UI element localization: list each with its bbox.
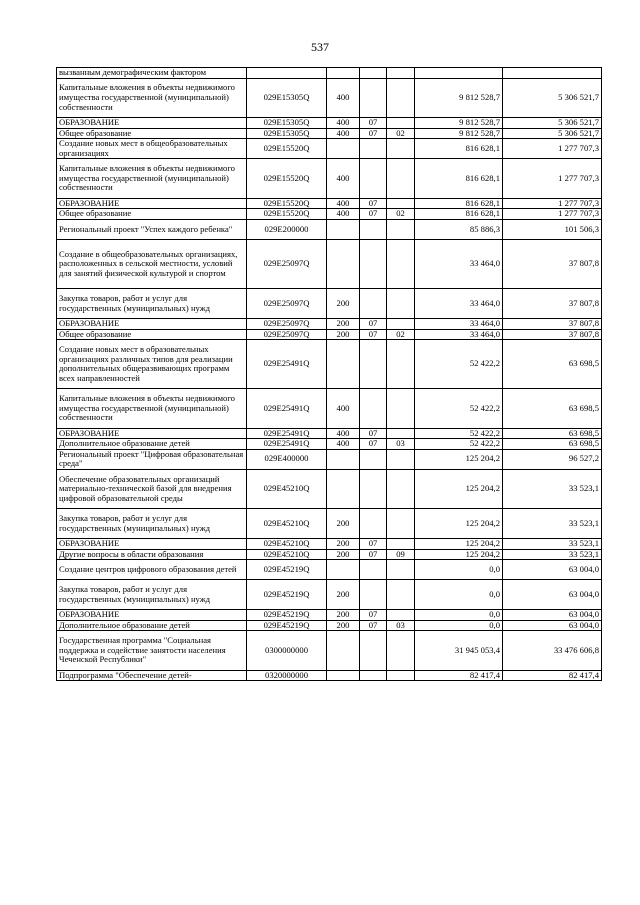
row-code-cell: 029E45210Q [247, 509, 327, 539]
row-name-cell: Создание новых мест в общеобразовательных организациях [57, 139, 247, 159]
row-amount-2-cell: 63 004,0 [503, 560, 602, 580]
row-amount-1-cell: 125 204,2 [415, 449, 503, 469]
row-expense-type-cell: 200 [327, 620, 360, 631]
row-expense-type-cell: 200 [327, 509, 360, 539]
row-name-cell: Капитальные вложения в объекты недвижимого имущества государственной (муниципальной) собственности [57, 78, 247, 117]
row-subsection-cell [387, 139, 415, 159]
row-code-cell: 029E45210Q [247, 469, 327, 508]
row-section-cell: 07 [360, 539, 387, 550]
row-amount-1-cell: 0,0 [415, 620, 503, 631]
row-amount-2-cell: 63 004,0 [503, 620, 602, 631]
row-amount-1-cell: 52 422,2 [415, 340, 503, 389]
row-amount-1-cell: 9 812 528,7 [415, 128, 503, 139]
row-section-cell: 07 [360, 428, 387, 439]
row-subsection-cell [387, 68, 415, 79]
row-subsection-cell [387, 449, 415, 469]
row-expense-type-cell: 200 [327, 610, 360, 621]
row-amount-2-cell: 63 004,0 [503, 580, 602, 610]
row-expense-type-cell [327, 631, 360, 670]
row-expense-type-cell: 400 [327, 439, 360, 450]
row-amount-1-cell: 125 204,2 [415, 509, 503, 539]
table-row [57, 469, 602, 508]
row-amount-1-cell: 816 628,1 [415, 159, 503, 198]
row-name-cell: Капитальные вложения в объекты недвижимого имущества государственной (муниципальной) собственности [57, 159, 247, 198]
table-row [57, 128, 602, 139]
row-amount-2-cell: 63 698,5 [503, 428, 602, 439]
row-code-cell: 029E15520Q [247, 159, 327, 198]
row-section-cell: 07 [360, 209, 387, 220]
table-row [57, 439, 602, 450]
row-name-cell: Создание новых мест в образовательных организациях различных типов для реализации дополнительных общеразвивающих программ всех направленностей [57, 340, 247, 389]
row-expense-type-cell [327, 560, 360, 580]
row-code-cell: 029E15520Q [247, 139, 327, 159]
row-amount-1-cell: 125 204,2 [415, 539, 503, 550]
row-name-cell: Региональный проект "Успех каждого ребенка" [57, 219, 247, 239]
row-expense-type-cell: 200 [327, 549, 360, 560]
row-code-cell: 029E45219Q [247, 580, 327, 610]
table-row [57, 549, 602, 560]
row-subsection-cell: 02 [387, 128, 415, 139]
row-section-cell: 07 [360, 117, 387, 128]
row-code-cell [247, 68, 327, 79]
row-expense-type-cell [327, 469, 360, 508]
row-section-cell [360, 631, 387, 670]
row-amount-1-cell: 52 422,2 [415, 439, 503, 450]
row-amount-2-cell: 1 277 707,3 [503, 209, 602, 220]
row-expense-type-cell: 400 [327, 198, 360, 209]
row-subsection-cell: 03 [387, 620, 415, 631]
row-name-cell: Другие вопросы в области образования [57, 549, 247, 560]
row-name-cell: Государственная программа "Социальная поддержка и содействие занятости населения Чеченской Республики" [57, 631, 247, 670]
row-section-cell: 07 [360, 610, 387, 621]
row-amount-2-cell: 1 277 707,3 [503, 159, 602, 198]
row-subsection-cell [387, 78, 415, 117]
row-subsection-cell [387, 340, 415, 389]
row-subsection-cell [387, 509, 415, 539]
table-row [57, 610, 602, 621]
row-amount-2-cell: 82 417,4 [503, 670, 602, 681]
row-code-cell: 029E25491Q [247, 389, 327, 428]
row-amount-2-cell: 1 277 707,3 [503, 139, 602, 159]
row-amount-2-cell: 33 523,1 [503, 549, 602, 560]
row-amount-1-cell: 0,0 [415, 610, 503, 621]
row-name-cell: Создание центров цифрового образования детей [57, 560, 247, 580]
row-amount-1-cell: 52 422,2 [415, 428, 503, 439]
row-subsection-cell [387, 240, 415, 289]
row-expense-type-cell: 200 [327, 289, 360, 319]
row-name-cell: ОБРАЗОВАНИЕ [57, 539, 247, 550]
row-expense-type-cell: 200 [327, 539, 360, 550]
table-row [57, 318, 602, 329]
row-subsection-cell [387, 289, 415, 319]
table-row [57, 68, 602, 79]
row-code-cell: 029E25097Q [247, 329, 327, 340]
row-amount-1-cell: 33 464,0 [415, 329, 503, 340]
table-row [57, 580, 602, 610]
row-code-cell: 029E15305Q [247, 128, 327, 139]
table-row [57, 139, 602, 159]
row-subsection-cell [387, 318, 415, 329]
row-expense-type-cell [327, 68, 360, 79]
row-name-cell: Общее образование [57, 209, 247, 220]
row-expense-type-cell [327, 340, 360, 389]
row-code-cell: 029E45219Q [247, 620, 327, 631]
row-expense-type-cell [327, 449, 360, 469]
row-code-cell: 029E15520Q [247, 198, 327, 209]
row-amount-2-cell: 1 277 707,3 [503, 198, 602, 209]
row-section-cell: 07 [360, 318, 387, 329]
row-subsection-cell [387, 631, 415, 670]
row-name-cell: Подпрограмма "Обеспечение детей- [57, 670, 247, 681]
row-subsection-cell [387, 580, 415, 610]
row-name-cell: Закупка товаров, работ и услуг для государственных (муниципальных) нужд [57, 580, 247, 610]
row-amount-1-cell: 82 417,4 [415, 670, 503, 681]
row-amount-2-cell: 5 306 521,7 [503, 128, 602, 139]
row-section-cell [360, 469, 387, 508]
row-section-cell: 07 [360, 549, 387, 560]
table-row [57, 198, 602, 209]
row-section-cell: 07 [360, 329, 387, 340]
row-name-cell: Капитальные вложения в объекты недвижимого имущества государственной (муниципальной) собственности [57, 389, 247, 428]
row-section-cell: 07 [360, 128, 387, 139]
row-amount-2-cell: 37 807,8 [503, 289, 602, 319]
page-number: 537 [311, 40, 329, 54]
row-section-cell: 07 [360, 439, 387, 450]
row-amount-1-cell: 816 628,1 [415, 139, 503, 159]
row-section-cell [360, 340, 387, 389]
row-amount-1-cell: 31 945 053,4 [415, 631, 503, 670]
row-amount-1-cell [415, 68, 503, 79]
row-amount-1-cell: 33 464,0 [415, 289, 503, 319]
row-code-cell: 029E25491Q [247, 428, 327, 439]
row-amount-2-cell: 33 523,1 [503, 539, 602, 550]
row-subsection-cell: 02 [387, 329, 415, 340]
row-section-cell [360, 289, 387, 319]
table-row [57, 117, 602, 128]
row-name-cell: ОБРАЗОВАНИЕ [57, 318, 247, 329]
row-expense-type-cell [327, 240, 360, 289]
row-amount-2-cell: 5 306 521,7 [503, 78, 602, 117]
row-amount-2-cell: 63 698,5 [503, 340, 602, 389]
row-amount-1-cell: 125 204,2 [415, 469, 503, 508]
table-row [57, 620, 602, 631]
row-section-cell [360, 159, 387, 198]
row-amount-1-cell: 816 628,1 [415, 198, 503, 209]
row-name-cell: вызванным демографическим фактором [57, 68, 247, 79]
row-code-cell: 029E45210Q [247, 549, 327, 560]
row-subsection-cell: 09 [387, 549, 415, 560]
row-expense-type-cell: 200 [327, 329, 360, 340]
row-subsection-cell [387, 469, 415, 508]
row-name-cell: Обеспечение образовательных организаций материально-технической базой для внедрения цифровой образовательной среды [57, 469, 247, 508]
row-amount-1-cell: 125 204,2 [415, 549, 503, 560]
table-row [57, 560, 602, 580]
row-section-cell [360, 240, 387, 289]
table-row [57, 539, 602, 550]
table-row [57, 289, 602, 319]
row-amount-1-cell: 0,0 [415, 580, 503, 610]
row-section-cell [360, 560, 387, 580]
row-subsection-cell [387, 560, 415, 580]
row-amount-1-cell: 9 812 528,7 [415, 78, 503, 117]
table-row [57, 509, 602, 539]
row-name-cell: Дополнительное образование детей [57, 439, 247, 450]
row-name-cell: Общее образование [57, 128, 247, 139]
row-subsection-cell [387, 539, 415, 550]
row-code-cell: 029E15305Q [247, 117, 327, 128]
row-subsection-cell [387, 610, 415, 621]
row-code-cell: 029E45219Q [247, 610, 327, 621]
row-amount-2-cell: 33 523,1 [503, 509, 602, 539]
row-expense-type-cell: 400 [327, 159, 360, 198]
row-code-cell: 029E400000 [247, 449, 327, 469]
row-section-cell [360, 68, 387, 79]
row-amount-2-cell: 37 807,8 [503, 318, 602, 329]
row-section-cell: 07 [360, 620, 387, 631]
row-amount-1-cell: 33 464,0 [415, 318, 503, 329]
row-name-cell: ОБРАЗОВАНИЕ [57, 610, 247, 621]
row-amount-2-cell: 63 698,5 [503, 439, 602, 450]
row-expense-type-cell: 400 [327, 428, 360, 439]
row-code-cell: 0320000000 [247, 670, 327, 681]
row-amount-2-cell: 33 476 606,8 [503, 631, 602, 670]
row-subsection-cell [387, 389, 415, 428]
budget-table [56, 67, 602, 681]
table-row [57, 329, 602, 340]
row-subsection-cell: 02 [387, 209, 415, 220]
table-row [57, 449, 602, 469]
table-row [57, 340, 602, 389]
row-expense-type-cell: 400 [327, 117, 360, 128]
row-subsection-cell [387, 670, 415, 681]
table-row [57, 209, 602, 220]
row-name-cell: ОБРАЗОВАНИЕ [57, 117, 247, 128]
row-expense-type-cell: 400 [327, 78, 360, 117]
row-amount-2-cell [503, 68, 602, 79]
row-expense-type-cell: 400 [327, 209, 360, 220]
row-section-cell [360, 449, 387, 469]
row-amount-2-cell: 37 807,8 [503, 329, 602, 340]
row-subsection-cell [387, 219, 415, 239]
row-code-cell: 029E25097Q [247, 289, 327, 319]
row-amount-2-cell: 33 523,1 [503, 469, 602, 508]
row-name-cell: Закупка товаров, работ и услуг для государственных (муниципальных) нужд [57, 289, 247, 319]
row-amount-1-cell: 33 464,0 [415, 240, 503, 289]
row-code-cell: 029E200000 [247, 219, 327, 239]
row-subsection-cell [387, 159, 415, 198]
row-name-cell: Общее образование [57, 329, 247, 340]
table-row [57, 159, 602, 198]
row-subsection-cell [387, 428, 415, 439]
row-amount-2-cell: 63 004,0 [503, 610, 602, 621]
table-row [57, 631, 602, 670]
budget-table-body [57, 68, 602, 681]
row-section-cell [360, 78, 387, 117]
row-amount-2-cell: 101 506,3 [503, 219, 602, 239]
row-amount-1-cell: 816 628,1 [415, 209, 503, 220]
row-code-cell: 029E45210Q [247, 539, 327, 550]
row-subsection-cell [387, 198, 415, 209]
row-amount-2-cell: 96 527,2 [503, 449, 602, 469]
row-amount-2-cell: 37 807,8 [503, 240, 602, 289]
row-section-cell [360, 580, 387, 610]
row-name-cell: ОБРАЗОВАНИЕ [57, 428, 247, 439]
table-row [57, 389, 602, 428]
table-row [57, 428, 602, 439]
row-name-cell: Региональный проект "Цифровая образовательная среда" [57, 449, 247, 469]
row-code-cell: 029E25491Q [247, 439, 327, 450]
row-amount-1-cell: 52 422,2 [415, 389, 503, 428]
row-expense-type-cell [327, 670, 360, 681]
row-section-cell: 07 [360, 198, 387, 209]
row-expense-type-cell: 400 [327, 389, 360, 428]
row-code-cell: 029E15305Q [247, 78, 327, 117]
row-code-cell: 029E45219Q [247, 560, 327, 580]
row-code-cell: 029E15520Q [247, 209, 327, 220]
row-name-cell: Создание в общеобразовательных организациях, расположенных в сельской местности, условий для занятий физической культурой и спортом [57, 240, 247, 289]
row-expense-type-cell: 200 [327, 318, 360, 329]
row-amount-2-cell: 5 306 521,7 [503, 117, 602, 128]
row-amount-1-cell: 85 886,3 [415, 219, 503, 239]
row-name-cell: ОБРАЗОВАНИЕ [57, 198, 247, 209]
table-row [57, 240, 602, 289]
table-row [57, 78, 602, 117]
row-expense-type-cell: 200 [327, 580, 360, 610]
row-code-cell: 029E25097Q [247, 240, 327, 289]
row-section-cell [360, 139, 387, 159]
row-section-cell [360, 389, 387, 428]
table-row [57, 670, 602, 681]
row-name-cell: Дополнительное образование детей [57, 620, 247, 631]
row-expense-type-cell [327, 139, 360, 159]
row-section-cell [360, 509, 387, 539]
row-code-cell: 029E25491Q [247, 340, 327, 389]
row-code-cell: 0300000000 [247, 631, 327, 670]
table-row [57, 219, 602, 239]
row-name-cell: Закупка товаров, работ и услуг для государственных (муниципальных) нужд [57, 509, 247, 539]
row-amount-1-cell: 9 812 528,7 [415, 117, 503, 128]
row-section-cell [360, 219, 387, 239]
row-amount-1-cell: 0,0 [415, 560, 503, 580]
row-subsection-cell [387, 117, 415, 128]
row-expense-type-cell: 400 [327, 128, 360, 139]
row-code-cell: 029E25097Q [247, 318, 327, 329]
row-section-cell [360, 670, 387, 681]
row-subsection-cell: 03 [387, 439, 415, 450]
row-expense-type-cell [327, 219, 360, 239]
row-amount-2-cell: 63 698,5 [503, 389, 602, 428]
